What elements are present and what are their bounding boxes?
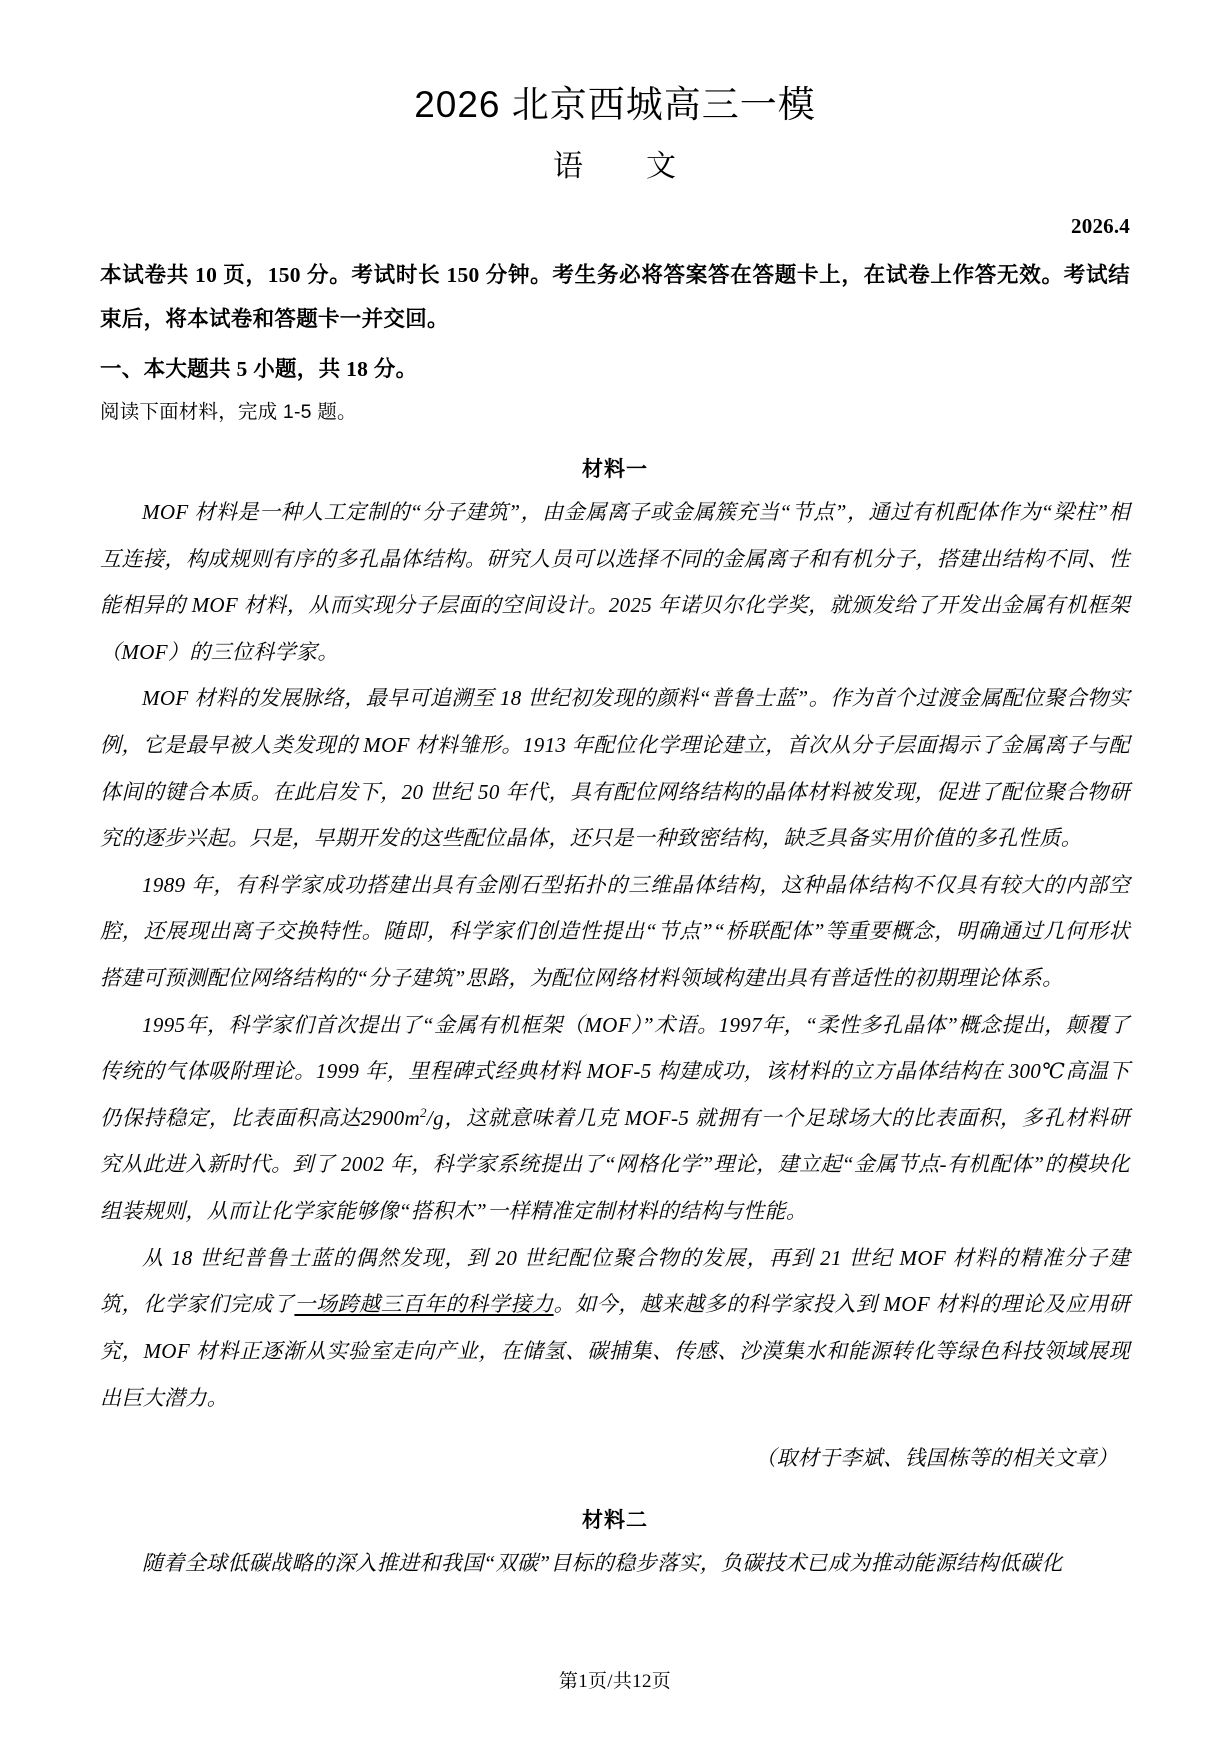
superscript-square: 2 (420, 1104, 427, 1120)
relay-text-before: 从 18 世纪普鲁士蓝的偶然发现，到 20 世纪配位聚合物的发展，再到 21 世纪 MOF 材料的精准分子建筑，化学家们完成了 (100, 1245, 1130, 1317)
section-instruction: 阅读下面材料，完成 1-5 题。 (100, 400, 357, 423)
material-one-paragraph-3: 1989 年，有科学家成功搭建出具有金刚石型拓扑的三维晶体结构，这种晶体结构不仅具有较大的内部空腔，还展现出离子交换特性。随即，科学家们创造性提出“节点”“桥联配体”等重要概念，明确通过几何形状搭建可预测配位网络结构的“分子建筑”思路，为配位网络材料领域构建出具有普适性的初期理论体系。 (100, 872, 1130, 991)
material-one-paragraph-2: MOF 材料的发展脉络，最早可追溯至 18 世纪初发现的颜料“普鲁士蓝”。作为首个过渡金属配位聚合物实例，它是最早被人类发现的 MOF 材料雏形。1913 年配位化学理论建立，首次从分子层面揭示了金属离子与配体间的键合本质。在此启发下，20 世纪 50 年代，具有配位网络结构的晶体材料被发现，促进了配位聚合物研究的逐步兴起。只是，早期开发的这些配位晶体，还只是一种致密结构，缺乏具备实用价值的多孔性质。 (100, 686, 1130, 851)
page-title: 2026 北京西城高三一模 (414, 84, 816, 125)
material-one-paragraph-4 (100, 1002, 1130, 1235)
underlined-phrase: 一场跨越三百年的科学接力 (294, 1292, 554, 1317)
relay-text-after: 。如今，越来越多的科学家投入到 MOF 材料的理论及应用研究，MOF 材料正逐渐从实验室走向产业，在储氢、碳捕集、传感、沙漠集水和能源转化等绿色科技领域展现出巨大潜力。 (100, 1292, 1130, 1410)
exam-date: 2026.4 (1071, 213, 1130, 238)
section-heading: 一、本大题共 5 小题，共 18 分。 (100, 356, 418, 381)
material-label-two: 材料二 (582, 1508, 648, 1532)
mof5-text-after: /g，这就意味着几克 MOF-5 就拥有一个足球场大的比表面积，多孔材料研究从此进入新时代。到了 2002 年，科学家系统提出了“网格化学”理论，建立起“金属节点-有机配体”的模块化组装规则，从而让化学家能够像“搭积木”一样精准定制材料的结构与性能。 (100, 1105, 1130, 1224)
mof5-text-before: 1995年，科学家们首次提出了“金属有机框架（MOF）”术语。1997年，“柔性多孔晶体”概念提出，颠覆了传统的气体吸附理论。1999 年，里程碑式经典材料 MOF-5 构建成功，该材料的立方晶体结构在 300℃高温下仍保持稳定，比表面积高达2900m (100, 1012, 1130, 1130)
subject-title: 语 文 (553, 150, 677, 184)
material-label-one: 材料一 (582, 457, 648, 481)
exam-notice: 本试卷共 10 页，150 分。考试时长 150 分钟。考生务必将答案答在答题卡上，在试卷上作答无效。考试结束后，将本试卷和答题卡一并交回。 (100, 262, 1130, 331)
material-one-source: （取材于李斌、钱国栋等的相关文章） (755, 1446, 1118, 1471)
page-footer: 第1页/共12页 (558, 1671, 672, 1692)
material-one-paragraph-5 (100, 1235, 1130, 1421)
material-two-paragraph-1: 随着全球低碳战略的深入推进和我国“双碳”目标的稳步落实，负碳技术已成为推动能源结构低碳化 (142, 1550, 1063, 1575)
material-one-paragraph-1: MOF 材料是一种人工定制的“分子建筑”，由金属离子或金属簇充当“节点”，通过有机配体作为“梁柱”相互连接，构成规则有序的多孔晶体结构。研究人员可以选择不同的金属离子和有机分子，搭建出结构不同、性能相异的 MOF 材料，从而实现分子层面的空间设计。2025 年诺贝尔化学奖，就颁发给了开发出金属有机框架（MOF）的三位科学家。 (100, 499, 1130, 664)
